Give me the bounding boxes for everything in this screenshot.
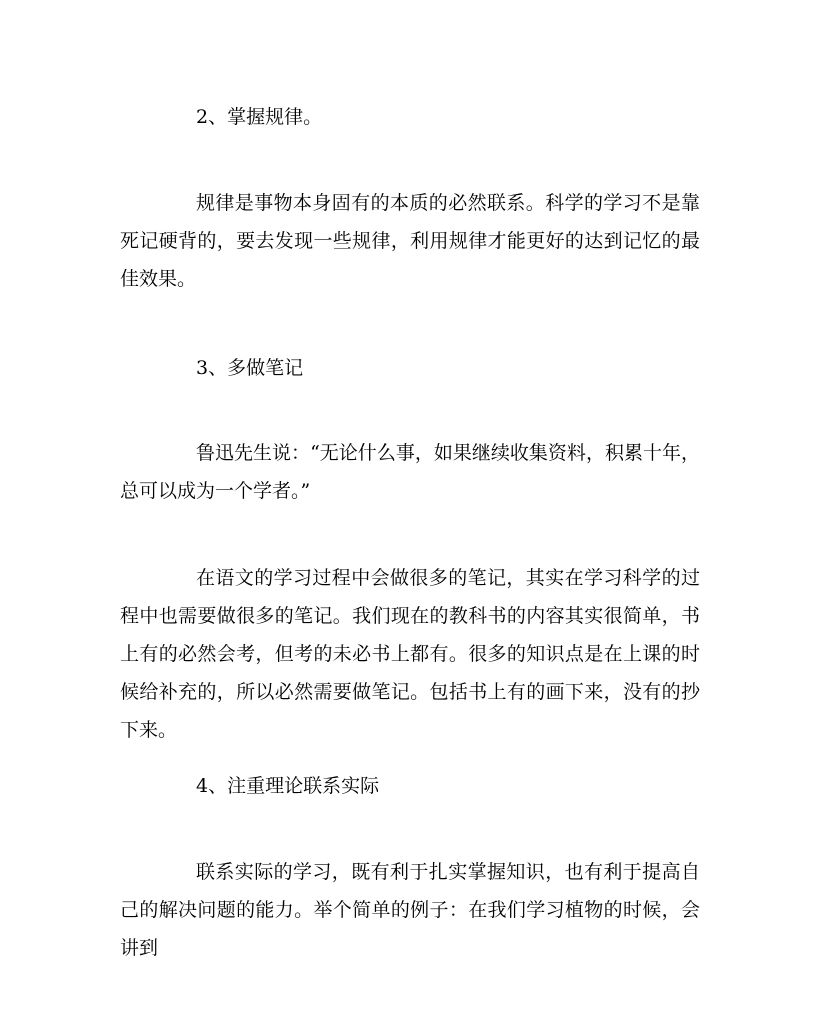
paragraph-rules: 规律是事物本身固有的本质的必然联系。科学的学习不是靠死记硬背的，要去发现一些规律，利用规律才能更好的达到记忆的最佳效果。: [120, 192, 700, 290]
section-heading-2: 2、掌握规律。: [196, 106, 323, 128]
paragraph-theory-practice: 联系实际的学习，既有利于扎实掌握知识，也有利于提高自己的解决问题的能力。举个简单的例子：在我们学习植物的时候，会讲到: [120, 861, 700, 959]
section-heading-4: 4、注重理论联系实际: [196, 775, 380, 797]
section-heading-3: 3、多做笔记: [196, 357, 304, 379]
paragraph-quote-luxun: 鲁迅先生说：“无论什么事，如果继续收集资料，积累十年，总可以成为一个学者。”: [120, 442, 700, 502]
paragraph-notes: 在语文的学习过程中会做很多的笔记，其实在学习科学的过程中也需要做很多的笔记。我们现在的教科书的内容其实很简单，书上有的必然会考，但考的未必书上都有。很多的知识点是在上课的时候给补充的，所以必然需要做笔记。包括书上有的画下来，没有的抄下来。: [120, 567, 700, 741]
